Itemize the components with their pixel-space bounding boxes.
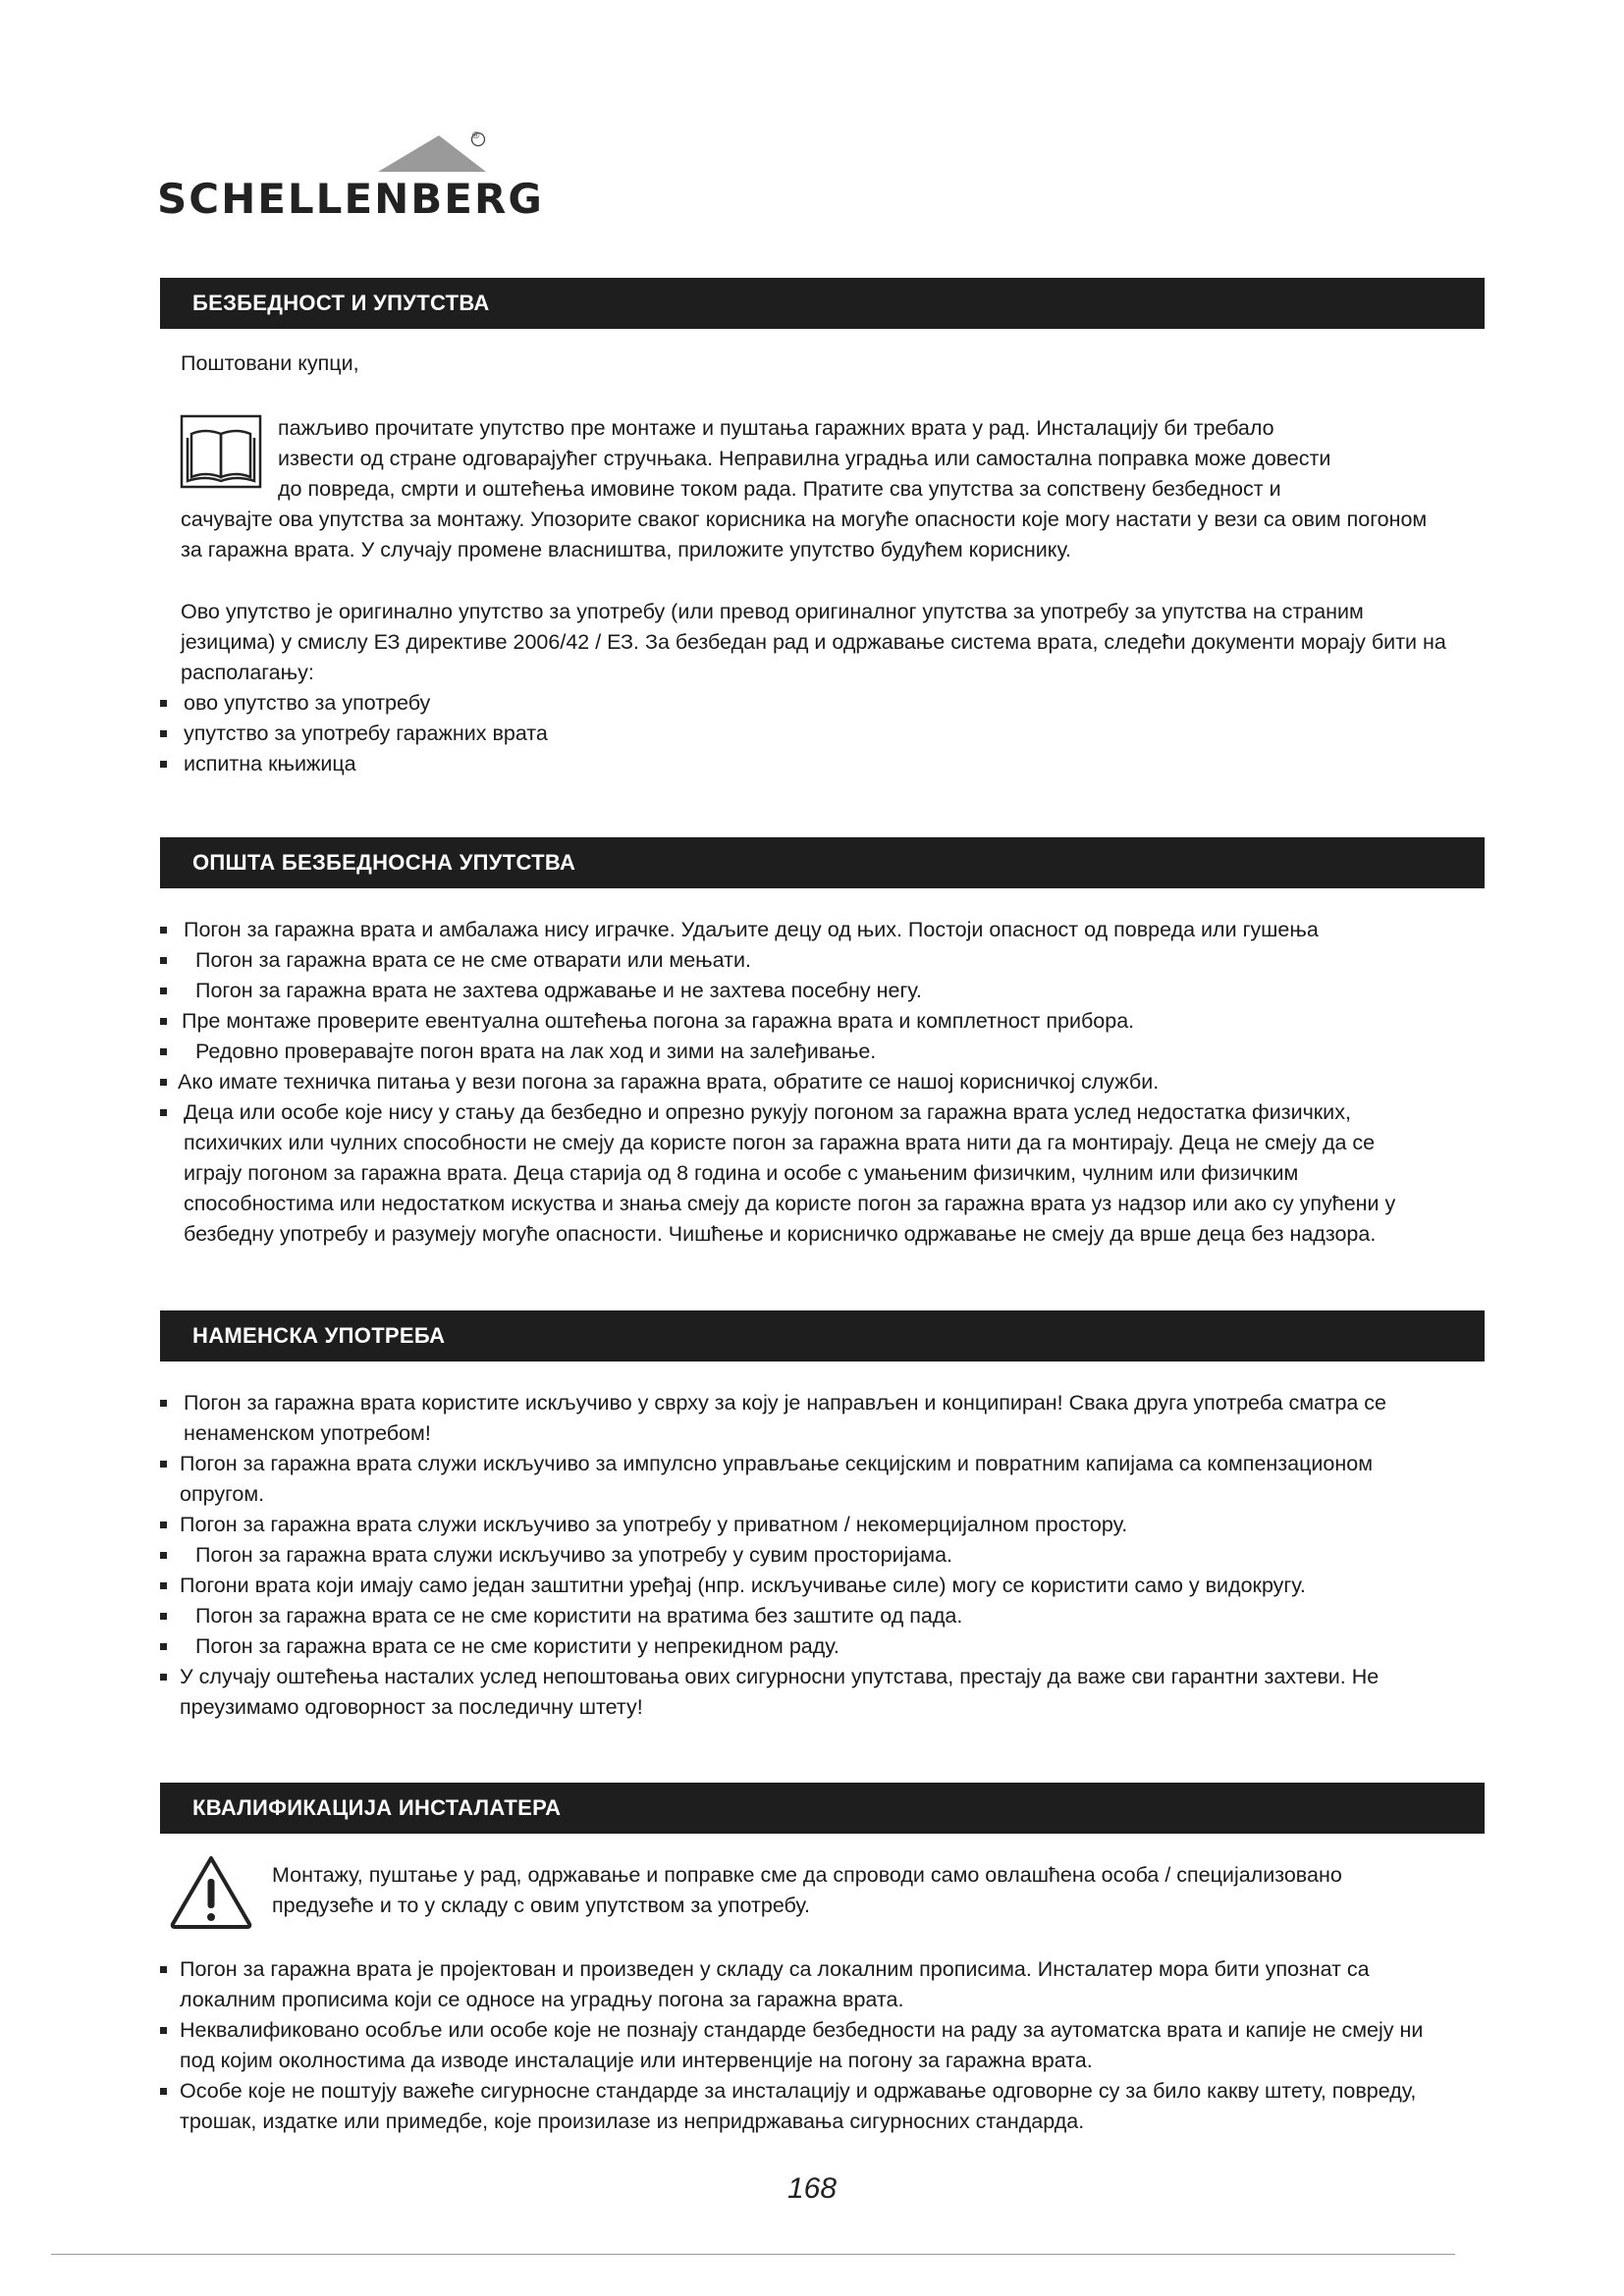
intro-line-1: пажљиво прочитате упутство пре монтаже и пуштања гаражних врата у рад. Инсталацију би требало — [278, 416, 1274, 440]
section-header-safety — [160, 278, 1485, 329]
list-item: Особе које не поштују важеће сигурносне стандарде за инсталацију и одржавање одговорне су за било какву штету, повреду, трошак, издатке или примедбе, које произилазе из непридржавања сигурносних стандарда. — [160, 2076, 1427, 2137]
intro-line-3: до повреда, смрти и оштећења имовине током рада. Пратите сва упутства за сопствену безбедност и — [278, 477, 1281, 501]
list-item: Редовно проверавајте погон врата на лак ход и зими на залеђивање. — [160, 1037, 1466, 1067]
list-item: Погон за гаражна врата се не сме користити у непрекидном раду. — [160, 1631, 1466, 1662]
list-item: Погон за гаражна врата служи искључиво за импулсно управљање секцијским и повратним капијама са компензационом опругом. — [160, 1449, 1427, 1510]
list-item: упутство за употребу гаражних врата — [160, 719, 1436, 749]
installer-list — [160, 1954, 1466, 2137]
general-safety-list — [160, 915, 1466, 1250]
section-title: КВАЛИФИКАЦИЈА ИНСТАЛАТЕРА — [192, 1795, 562, 1820]
list-item: испитна књижица — [160, 749, 1436, 779]
intended-use-list — [160, 1388, 1466, 1723]
intro-line-2: извести од стране одговарајућег стручњака. Неправилна уградња или самостална поправка може довести — [278, 447, 1331, 470]
page-number: 168 — [786, 2172, 838, 2205]
section-title: БЕЗБЕДНОСТ И УПУТСТВА — [192, 291, 490, 315]
list-item: Погон за гаражна врата се не сме отварати или мењати. — [160, 945, 1466, 976]
list-item: Погон за гаражна врата се не сме користити на вратима без заштите од пада. — [160, 1601, 1466, 1631]
documents-list — [160, 688, 1436, 779]
warning-text: Монтажу, пуштање у рад, одржавање и поправке сме да спроводи само овлашћена особа / специјализовано предузеће и то у складу с овим упутством за употребу. — [272, 1863, 1342, 1917]
list-item: Неквалификовано особље или особе које не познају стандарде безбедности на раду за аутоматска врата и капије не смеју ни под којим околностима да изводе инсталације или интервенције на погону за гаражна врата. — [160, 2015, 1446, 2076]
brand-logo — [157, 128, 544, 223]
section-title: ОПШТА БЕЗБЕДНОСНА УПУТСТВА — [192, 850, 576, 875]
registered-mark: ® — [472, 131, 480, 141]
footer-divider — [51, 2254, 1455, 2255]
intro-continued: сачувајте ова упутства за монтажу. Упозорите сваког корисника на могуће опасности које могу настати у вези са овим погоном за гаражна врата. У случају промене власништва, приложите упутство будућем кориснику. — [181, 507, 1428, 561]
list-item: Пре монтаже проверите евентуална оштећења погона за гаражна врата и комплетност прибора. — [160, 1006, 1466, 1037]
list-item: Погони врата који имају само један заштитни уређај (нпр. искључивање силе) могу се користити само у видокругу. — [160, 1571, 1466, 1601]
logo-wordmark: SCHELLENBERG — [157, 175, 544, 223]
directive-paragraph: Ово упутство је оригинално упутство за употребу (или превод оригиналног упутства за употребу за упутства на страним језицима) у смислу ЕЗ директиве 2006/42 / ЕЗ. За безбедан рад и одржавање система врата, следећи документи морају бити на располагању: — [181, 600, 1446, 684]
section-header-intended-use — [160, 1310, 1485, 1362]
list-item: Погон за гаражна врата користите искључиво у сврху за коју је направљен и конципиран! Свака друга употреба сматра се ненаменском употребом! — [160, 1388, 1431, 1449]
warning-triangle-icon — [169, 1853, 253, 1930]
list-item: ово упутство за употребу — [160, 688, 1436, 719]
section-header-installer-qualification — [160, 1783, 1485, 1834]
list-item: Ако имате техничка питања у вези погона за гаражна врата, обратите се нашој корисничкој служби. — [160, 1067, 1466, 1097]
list-item: Погон за гаражна врата и амбалажа нису играчке. Удаљите децу од њих. Постоји опасност од повреда или гушења — [160, 915, 1466, 945]
list-item: Погон за гаражна врата служи искључиво за употребу у сувим просторијама. — [160, 1540, 1466, 1571]
list-item: Погон за гаражна врата је пројектован и произведен у складу са локалним прописима. Инсталатер мора бити упознат са локалним прописима који се односе на уградњу погона за гаражна врата. — [160, 1954, 1427, 2015]
section-title: НАМЕНСКА УПОТРЕБА — [192, 1323, 446, 1348]
read-manual-icon — [180, 414, 262, 489]
list-item: У случају оштећења насталих услед непоштовања ових сигурносни упутстава, престају да важе сви гарантни захтеви. Не преузимамо одговорност за последичну штету! — [160, 1662, 1427, 1723]
greeting: Поштовани купци, — [181, 351, 359, 375]
list-item: Погон за гаражна врата не захтева одржавање и не захтева посебну негу. — [160, 976, 1466, 1006]
list-item: Погон за гаражна врата служи искључиво за употребу у приватном / некомерцијалном простору. — [160, 1510, 1466, 1540]
list-item: Деца или особе које нису у стању да безбедно и опрезно рукују погоном за гаражна врата услед недостатка физичких, психичких или чулних способности не смеју да користе погон за гаражна врата нити да га монтирају. Деца не смеју да се играју погоном за гаражна врата. Деца старија од 8 година и особе с умањеним физичким, чулним или физичким способностима или недостатком искуства и знања смеју да користе погон за гаражна врата уз надзор или ако су упућени у безбедну употребу и разумеју могуће опасности. Чишћење и корисничко одржавање не смеју да врше деца без надзора. — [160, 1097, 1431, 1250]
section-header-general-safety — [160, 837, 1485, 888]
